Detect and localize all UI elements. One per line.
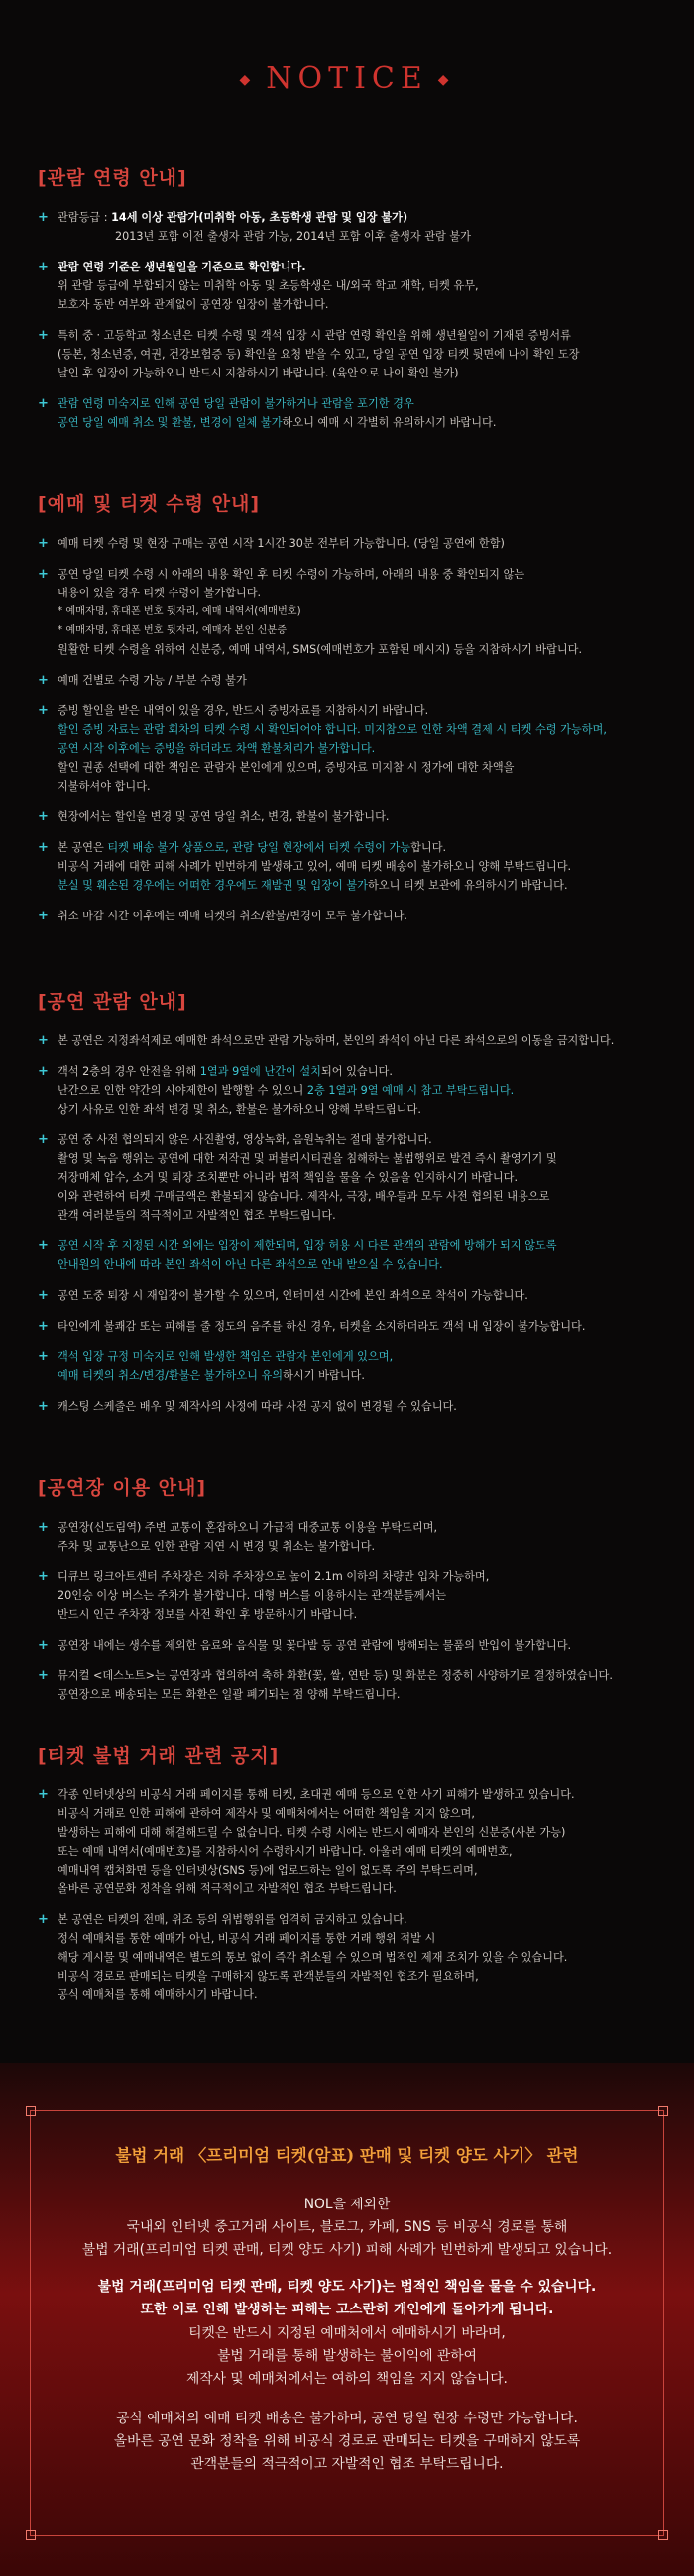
item-line: 올바른 공연문화 정착을 위해 적극적이고 자발적인 협조 부탁드립니다. [58,1882,397,1895]
notice-title-text: NOTICE [266,61,428,96]
item-line [58,1062,662,1081]
warning-line: 불법 거래를 통해 발생하는 불이익에 관하여 [217,2348,477,2364]
warning-line: 올바른 공연 문화 정착을 위해 비공식 경로로 판매되는 티켓을 구매하지 않도록 [113,2433,581,2449]
plus-icon: + [38,1132,49,1147]
item-line: (등본, 청소년증, 여권, 건강보험증 등) 확인을 요청 받을 수 있고, 당일 공연 입장 티켓 뒷면에 나이 확인 도장 [58,348,580,361]
plus-icon: + [38,1569,49,1584]
item-line: 날인 후 입장이 가능하오니 반드시 지참하시기 바랍니다. (육안으로 나이 확인 불가) [58,367,459,379]
frame-corner-ornament [26,2530,36,2540]
item-line: 보호자 동반 여부와 관계없이 공연장 입장이 불가합니다. [58,298,329,311]
plus-icon: + [38,1787,49,1802]
warning-panel-title: 불법 거래 〈프리미엄 티켓(암표) 판매 및 티켓 양도 사기〉 관련 [115,2146,579,2165]
plus-icon: + [38,396,49,411]
plus-icon: + [38,840,49,855]
list-item [38,671,662,690]
item-line: 공연 도중 퇴장 시 재입장이 불가할 수 있으며, 인터미션 시간에 본인 좌석으로 착석이 가능합니다. [58,1289,528,1302]
section-ticket [38,489,662,937]
plus-icon: + [38,1238,49,1253]
item-line: 주차 및 교통난으로 인한 관람 지연 시 변경 및 취소는 불가합니다. [58,1540,376,1553]
section-heading: [공연 관람 안내] [38,991,187,1013]
plus-icon: + [38,1912,49,1927]
item-line: 2013년 포함 이전 출생자 관람 가능, 2014년 포함 이후 출생자 관람 불가 [115,230,471,243]
plus-icon: + [38,673,49,688]
item-text: 관람등급 : [58,211,112,224]
warning-line: 불법 거래(프리미엄 티켓 판매, 티켓 양도 사기)는 법적인 책임을 물을 수 있습니다. [97,2279,597,2295]
item-line: 예매 티켓 수령 및 현장 구매는 공연 시작 1시간 30분 전부터 가능합니다. (당일 공연에 한함) [58,537,505,550]
frame-corner-ornament [658,2530,668,2540]
item-text: 하오니 티켓 보관에 유의하시기 바랍니다. [368,879,568,892]
item-line: 관객 여러분들의 적극적이고 자발적인 협조 부탁드립니다. [58,1209,336,1222]
item-line: 정식 예매처를 통한 예매가 아닌, 비공식 거래 페이지를 통한 거래 행위 적발 시 [58,1932,436,1945]
plus-icon: + [38,1288,49,1303]
list-item [38,1347,662,1385]
item-text: 되어 있습니다. [320,1065,393,1078]
plus-icon: + [38,536,49,551]
section-illegal [38,1741,662,2016]
list-item [38,1397,662,1416]
item-line: 관람 연령 미숙지로 인해 공연 당일 관람이 불가하거나 관람을 포기한 경우 [58,397,414,410]
item-line: 반드시 인근 주차장 정보를 사전 확인 후 방문하시기 바랍니다. [58,1608,358,1621]
item-line: 공연장 내에는 생수를 제외한 음료와 음식물 및 꽃다발 등 공연 관람에 방해되는 물품의 반입이 불가합니다. [58,1639,572,1652]
item-line: 예매 건별로 수령 가능 / 부분 수령 불가 [58,674,247,687]
item-line: 디큐브 링크아트센터 주차장은 지하 주차장으로 높이 2.1m 이하의 차량만 입차 가능하며, [58,1570,490,1583]
item-line: 타인에게 불쾌감 또는 피해를 줄 정도의 음주를 하신 경우, 티켓을 소지하더라도 객석 내 입장이 불가능합니다. [58,1320,586,1333]
warning-line: 불법 거래(프리미엄 티켓 판매, 티켓 양도 사기) 피해 사례가 빈번하게 발생되고 있습니다. [81,2242,613,2258]
list-item [38,1031,662,1050]
item-line: 지불하셔야 합니다. [58,780,151,793]
item-line: 상기 사유로 인한 좌석 변경 및 취소, 환불은 불가하오니 양해 부탁드립니다. [58,1103,421,1116]
item-text-cyan: 티켓 배송 불가 상품으로, 관람 당일 현장에서 티켓 수령이 가능 [107,841,411,854]
plus-icon: + [38,260,49,274]
item-text-cyan: 2층 1열과 9열 예매 시 참고 부탁드립니다. [306,1084,515,1097]
item-line: 뮤지컬 <데스노트>는 공연장과 협의하여 축하 화환(꽃, 쌀, 연탄 등) 및 화분은 정중히 사양하기로 결정하였습니다. [58,1669,613,1682]
plus-icon: + [38,1399,49,1414]
plus-icon: + [38,1064,49,1079]
item-line: 또는 예매 내역서(예매번호)를 지참하시어 수령하시기 바랍니다. 아울러 예매 티켓의 예매번호, [58,1845,513,1858]
item-line: 본 공연은 지정좌석제로 예매한 좌석으로만 관람 가능하며, 본인의 좌석이 아닌 다른 좌석으로의 이동을 금지합니다. [58,1034,615,1047]
item-line: 해당 게시물 및 예매내역은 별도의 통보 없이 즉각 취소될 수 있으며 법적인 제재 조치가 있을 수 있습니다. [58,1951,568,1964]
warning-para-3 [0,2322,694,2391]
item-line: 특히 중 · 고등학교 청소년은 티켓 수령 및 객석 입장 시 관람 연령 확인을 위해 생년월일이 기재된 증빙서류 [58,329,571,342]
list-item [38,807,662,826]
item-line [58,1081,662,1100]
item-line: 공연 시작 이후에는 증빙을 하더라도 차액 환불처리가 불가합니다. [58,742,376,755]
item-line: 본 공연은 티켓의 전매, 위조 등의 위법행위를 엄격히 금지하고 있습니다. [58,1913,407,1926]
list-item [38,1910,662,2004]
list-item [38,208,662,246]
list-item [38,1286,662,1305]
list-item [38,1636,662,1655]
warning-line: 국내외 인터넷 중고거래 사이트, 블로그, 카페, SNS 등 비공식 경로를 통해 [126,2219,568,2235]
plus-icon: + [38,567,49,582]
list-item [38,394,662,432]
list-item [38,1567,662,1624]
list-item [38,1518,662,1556]
list-item [38,1062,662,1119]
item-line: 예매내역 캡쳐화면 등을 인터넷상(SNS 등)에 업로드하는 일이 없도록 주의 부탁드리며, [58,1864,478,1877]
item-line: 현장에서는 할인을 변경 및 공연 당일 취소, 변경, 환불이 불가합니다. [58,810,390,823]
item-line: 저장매체 압수, 소거 및 퇴장 조치뿐만 아니라 법적 책임을 물을 수 있음을 인지하시기 바랍니다. [58,1171,519,1184]
item-line: 비공식 거래로 인한 피해에 관하여 제작사 및 예매처에서는 어떠한 책임을 지지 않으며, [58,1807,475,1820]
item-line: 공연장으로 배송되는 모든 화환은 일괄 폐기되는 점 양해 부탁드립니다. [58,1688,401,1701]
section-viewing [38,987,662,1428]
notice-title [0,61,694,96]
warning-para-4 [0,2408,694,2476]
item-line: 공연 시작 후 지정된 시간 외에는 입장이 제한되며, 입장 허용 시 다른 관객의 관람에 방해가 되지 않도록 [58,1239,557,1252]
item-line: 촬영 및 녹음 행위는 공연에 대한 저작권 및 퍼블리시티권을 침해하는 불법행위로 발견 즉시 촬영기기 및 [58,1152,557,1165]
item-line: 비공식 거래에 대한 피해 사례가 빈번하게 발생하고 있어, 예매 티켓 배송이 불가하오니 양해 부탁드립니다. [58,860,572,873]
item-line: 공연 당일 티켓 수령 시 아래의 내용 확인 후 티켓 수령이 가능하며, 아래의 내용 중 확인되지 않는 [58,568,525,581]
item-line [58,1366,662,1385]
item-line: 캐스팅 스케줄은 배우 및 제작사의 사정에 따라 사전 공지 없이 변경될 수 있습니다. [58,1400,457,1413]
list-item [38,258,662,314]
section-heading: [티켓 불법 거래 관련 공지] [38,1745,280,1767]
item-text: 합니다. [410,841,447,854]
title-dot-left: ◆ [239,72,257,88]
item-line: 할인 권종 선택에 대한 책임은 관람자 본인에게 있으며, 증빙자료 미지참 시 정가에 대한 차액을 [58,761,515,774]
item-text: 하오니 예매 시 각별히 유의하시기 바랍니다. [282,416,497,429]
list-item [38,838,662,895]
section-venue [38,1473,662,1716]
plus-icon: + [38,1520,49,1535]
list-item [38,1666,662,1704]
item-line: 공연 중 사전 협의되지 않은 사진촬영, 영상녹화, 음원녹취는 절대 불가합니다. [58,1133,432,1146]
list-item [38,1236,662,1274]
plus-icon: + [38,703,49,718]
item-line: 관람 연령 기준은 생년월일을 기준으로 확인합니다. [58,261,306,273]
list-item [38,701,662,796]
item-line [58,208,662,227]
list-item [38,326,662,382]
item-line: 공식 예매처를 통해 예매하시기 바랍니다. [58,1988,258,2001]
plus-icon: + [38,210,49,225]
item-line: 원활한 티켓 수령을 위하여 신분증, 예매 내역서, SMS(예매번호가 포함된 메시지) 등을 지참하시기 바랍니다. [58,643,583,656]
title-dot-right: ◆ [437,72,455,88]
plus-icon: + [38,1319,49,1334]
item-line: 내용이 있을 경우 티켓 수령이 불가합니다. [58,587,262,599]
warning-line: 티켓은 반드시 지정된 예매처에서 예매하시기 바라며, [188,2325,506,2341]
item-line: 비공식 경로로 판매되는 티켓을 구매하지 않도록 관객분들의 자발적인 협조가 필요하며, [58,1970,479,1983]
plus-icon: + [38,1638,49,1653]
section-heading: [공연장 이용 안내] [38,1477,207,1499]
item-text-cyan: 분실 및 훼손된 경우에는 어떠한 경우에도 재발권 및 입장이 불가 [58,879,368,892]
warning-line: 관객분들의 적극적이고 자발적인 협조 부탁드립니다. [190,2456,504,2472]
item-line: * 예매자명, 휴대폰 번호 뒷자리, 예매자 본인 신분증 [58,625,288,636]
plus-icon: + [38,1668,49,1683]
warning-para-1 [0,2194,694,2262]
item-line: 할인 증빙 자료는 관람 회차의 티켓 수령 시 확인되어야 합니다. 미지참으로 인한 차액 결제 시 티켓 수령 가능하며, [58,723,607,736]
warning-line: NOL을 제외한 [303,2197,391,2212]
plus-icon: + [38,809,49,824]
item-line: 안내원의 안내에 따라 본인 좌석이 아닌 다른 좌석으로 안내 받으실 수 있습니다. [58,1258,443,1271]
item-text-cyan: 예매 티켓의 취소/변경/환불은 불가하오니 유의 [58,1369,284,1382]
item-text: 객석 2층의 경우 안전을 위해 [58,1065,200,1078]
section-age [38,163,662,444]
frame-corner-ornament [658,2106,668,2116]
item-line: 발생하는 피해에 대해 해결해드릴 수 없습니다. 티켓 수령 시에는 반드시 예매자 본인의 신분증(사본 가능) [58,1826,566,1839]
plus-icon: + [38,1033,49,1048]
item-line: 취소 마감 시간 이후에는 예매 티켓의 취소/환불/변경이 모두 불가합니다. [58,910,407,922]
list-item [38,534,662,553]
list-item [38,1130,662,1225]
item-text-bold: 14세 이상 관람가(미취학 아동, 초등학생 관람 및 입장 불가) [111,211,408,224]
item-line: 공연장(신도림역) 주변 교통이 혼잡하오니 가급적 대중교통 이용을 부탁드리며, [58,1521,438,1534]
warning-line: 또한 이로 인해 발생하는 피해는 고스란히 개인에게 돌아가게 됩니다. [140,2302,554,2317]
item-line [58,838,662,857]
item-line: 각종 인터넷상의 비공식 거래 페이지를 통해 티켓, 초대권 예매 등으로 인한 사기 피해가 발생하고 있습니다. [58,1788,575,1801]
list-item [38,565,662,659]
frame-corner-ornament [26,2106,36,2116]
item-text: 난간으로 인한 약간의 시야제한이 발행할 수 있으니 [58,1084,307,1097]
item-line: 위 관람 등급에 부합되지 않는 미취학 아동 및 초등학생은 내/외국 학교 재학, 티켓 유무, [58,279,479,292]
list-item [38,907,662,925]
warning-para-2 [0,2276,694,2321]
warning-line: 제작사 및 예매처에서는 여하의 책임을 지지 않습니다. [186,2371,508,2387]
item-text: 본 공연은 [58,841,108,854]
item-line: 이와 관련하여 티켓 구매금액은 환불되지 않습니다. 제작사, 극장, 배우들과 모두 사전 협의된 내용으로 [58,1190,550,1203]
item-line [58,413,662,432]
item-text-cyan: 공연 당일 예매 취소 및 환불, 변경이 일체 불가 [58,416,283,429]
section-heading: [예매 및 티켓 수령 안내] [38,493,261,515]
item-line: 20인승 이상 버스는 주차가 불가합니다. 대형 버스를 이용하시는 관객분들께서는 [58,1589,447,1602]
plus-icon: + [38,1349,49,1364]
plus-icon: + [38,328,49,343]
item-line: 객석 입장 규정 미숙지로 인해 발생한 책임은 관람자 본인에게 있으며, [58,1350,394,1363]
item-line [58,876,662,895]
section-heading: [관람 연령 안내] [38,167,187,189]
item-line: 증빙 할인을 받은 내역이 있을 경우, 반드시 증빙자료를 지참하시기 바랍니다. [58,704,429,717]
item-line: * 예매자명, 휴대폰 번호 뒷자리, 예매 내역서(예매번호) [58,606,301,617]
plus-icon: + [38,909,49,923]
list-item [38,1785,662,1898]
item-text-cyan: 1열과 9열에 난간이 설치 [199,1065,321,1078]
item-text: 하시기 바랍니다. [283,1369,365,1382]
warning-line: 공식 예매처의 예매 티켓 배송은 불가하며, 공연 당일 현장 수령만 가능합니다. [116,2411,578,2426]
list-item [38,1317,662,1336]
